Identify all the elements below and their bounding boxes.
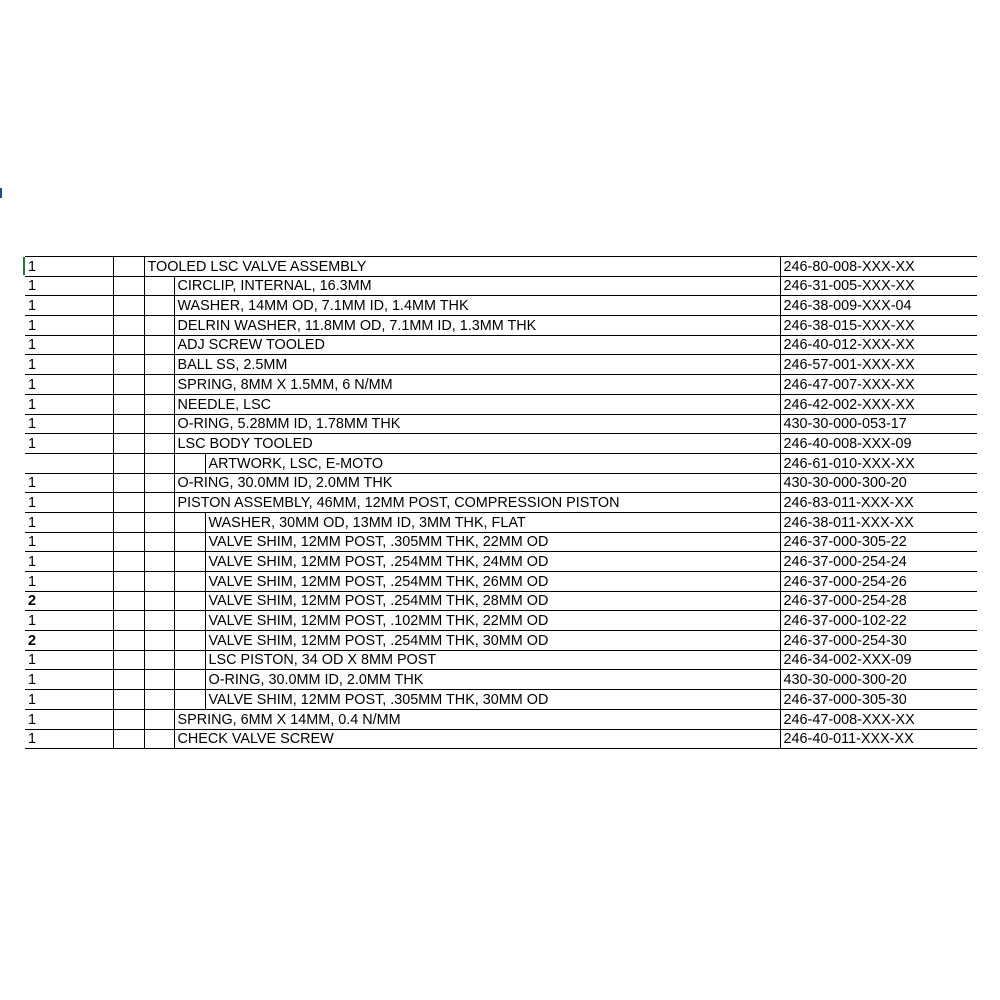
part-number-cell[interactable]: 246-40-008-XXX-09 [780,434,977,454]
description-cell[interactable]: VALVE SHIM, 12MM POST, .254MM THK, 26MM OD [205,572,780,592]
part-number-cell[interactable]: 246-42-002-XXX-XX [780,394,977,414]
level-cell[interactable] [113,650,144,670]
bom-row [25,572,977,592]
description-cell[interactable]: WASHER, 30MM OD, 13MM ID, 3MM THK, FLAT [205,512,780,532]
level-cell[interactable] [174,650,205,670]
bom-row [25,690,977,710]
qty-cell[interactable]: 1 [25,690,113,710]
bom-row [25,493,977,513]
level-cell[interactable] [113,394,144,414]
level-cell[interactable] [174,552,205,572]
level-cell[interactable] [113,257,144,277]
description-cell[interactable]: PISTON ASSEMBLY, 46MM, 12MM POST, COMPRESSION PISTON [174,493,780,513]
part-number-cell[interactable]: 246-38-011-XXX-XX [780,512,977,532]
level-cell[interactable] [174,572,205,592]
part-number-cell[interactable]: 246-83-011-XXX-XX [780,493,977,513]
part-number-cell[interactable]: 430-30-000-053-17 [780,414,977,434]
description-cell[interactable]: ARTWORK, LSC, E-MOTO [205,453,780,473]
qty-cell[interactable]: 1 [25,375,113,395]
level-cell[interactable] [144,512,174,532]
part-number-cell[interactable]: 246-40-011-XXX-XX [780,729,977,749]
qty-cell[interactable]: 1 [25,296,113,316]
qty-cell[interactable]: 1 [25,473,113,493]
level-cell[interactable] [144,355,174,375]
level-cell[interactable] [144,394,174,414]
level-cell[interactable] [113,512,144,532]
part-number-cell[interactable]: 246-37-000-102-22 [780,611,977,631]
qty-cell[interactable]: 1 [25,355,113,375]
qty-cell[interactable]: 1 [25,335,113,355]
level-cell[interactable] [174,591,205,611]
level-cell[interactable] [144,493,174,513]
description-cell[interactable]: VALVE SHIM, 12MM POST, .305MM THK, 30MM OD [205,690,780,710]
bom-row [25,512,977,532]
part-number-cell[interactable]: 246-61-010-XXX-XX [780,453,977,473]
qty-cell[interactable]: 1 [25,512,113,532]
description-cell[interactable]: LSC BODY TOOLED [174,434,780,454]
part-number-cell[interactable]: 246-57-001-XXX-XX [780,355,977,375]
level-cell[interactable] [144,414,174,434]
level-cell[interactable] [174,532,205,552]
level-cell[interactable] [144,611,174,631]
bom-row [25,631,977,651]
bom-row [25,355,977,375]
part-number-cell[interactable]: 246-37-000-254-26 [780,572,977,592]
level-cell[interactable] [144,729,174,749]
bom-row [25,453,977,473]
bom-row [25,375,977,395]
level-cell[interactable] [144,650,174,670]
level-cell[interactable] [113,690,144,710]
level-cell[interactable] [113,532,144,552]
bom-body [25,257,977,749]
level-cell[interactable] [174,453,205,473]
bom-row [25,650,977,670]
bom-row [25,532,977,552]
part-number-cell[interactable]: 246-80-008-XXX-XX [780,257,977,277]
level-cell[interactable] [113,631,144,651]
level-cell[interactable] [113,453,144,473]
description-cell[interactable]: VALVE SHIM, 12MM POST, .305MM THK, 22MM OD [205,532,780,552]
description-cell[interactable]: SPRING, 8MM X 1.5MM, 6 N/MM [174,375,780,395]
level-cell[interactable] [144,631,174,651]
qty-cell[interactable]: 1 [25,316,113,336]
qty-cell[interactable]: 1 [25,257,113,277]
level-cell[interactable] [113,276,144,296]
part-number-cell[interactable]: 246-38-015-XXX-XX [780,316,977,336]
active-cell-indicator [23,257,25,275]
part-number-cell[interactable]: 246-34-002-XXX-09 [780,650,977,670]
description-cell[interactable]: NEEDLE, LSC [174,394,780,414]
description-cell[interactable]: VALVE SHIM, 12MM POST, .254MM THK, 24MM OD [205,552,780,572]
level-cell[interactable] [113,611,144,631]
qty-cell[interactable]: 1 [25,552,113,572]
part-number-cell[interactable]: 246-38-009-XXX-04 [780,296,977,316]
bom-row [25,257,977,277]
level-cell[interactable] [113,572,144,592]
level-cell[interactable] [174,670,205,690]
bom-sheet [25,256,977,749]
bom-row [25,335,977,355]
qty-cell[interactable]: 2 [25,631,113,651]
level-cell[interactable] [144,552,174,572]
qty-cell[interactable]: 2 [25,591,113,611]
qty-cell[interactable]: 1 [25,729,113,749]
level-cell[interactable] [113,591,144,611]
level-cell[interactable] [113,375,144,395]
qty-cell[interactable]: 1 [25,650,113,670]
description-cell[interactable]: LSC PISTON, 34 OD X 8MM POST [205,650,780,670]
part-number-cell[interactable]: 246-47-008-XXX-XX [780,709,977,729]
level-cell[interactable] [174,611,205,631]
qty-cell[interactable]: 1 [25,709,113,729]
level-cell[interactable] [144,709,174,729]
bom-row [25,611,977,631]
description-cell[interactable]: TOOLED LSC VALVE ASSEMBLY [144,257,780,277]
description-cell[interactable]: DELRIN WASHER, 11.8MM OD, 7.1MM ID, 1.3MM THK [174,316,780,336]
qty-cell[interactable]: 1 [25,611,113,631]
bom-row [25,709,977,729]
qty-cell[interactable]: 1 [25,572,113,592]
level-cell[interactable] [113,729,144,749]
level-cell[interactable] [113,473,144,493]
level-cell[interactable] [174,690,205,710]
description-cell[interactable]: O-RING, 5.28MM ID, 1.78MM THK [174,414,780,434]
level-cell[interactable] [144,375,174,395]
part-number-cell[interactable]: 246-47-007-XXX-XX [780,375,977,395]
description-cell[interactable]: SPRING, 6MM X 14MM, 0.4 N/MM [174,709,780,729]
description-cell[interactable]: ADJ SCREW TOOLED [174,335,780,355]
bom-row [25,591,977,611]
level-cell[interactable] [174,512,205,532]
qty-cell[interactable]: 1 [25,434,113,454]
part-number-cell[interactable]: 246-31-005-XXX-XX [780,276,977,296]
description-cell[interactable]: WASHER, 14MM OD, 7.1MM ID, 1.4MM THK [174,296,780,316]
bom-row [25,394,977,414]
level-cell[interactable] [144,296,174,316]
qty-cell[interactable]: 1 [25,493,113,513]
qty-cell[interactable] [25,453,113,473]
description-cell[interactable]: VALVE SHIM, 12MM POST, .254MM THK, 30MM OD [205,631,780,651]
level-cell[interactable] [144,532,174,552]
margin-marker [0,188,2,198]
bom-table [25,256,977,749]
part-number-cell[interactable]: 246-37-000-254-28 [780,591,977,611]
level-cell[interactable] [113,552,144,572]
bom-row [25,316,977,336]
level-cell[interactable] [144,572,174,592]
qty-cell[interactable]: 1 [25,276,113,296]
level-cell[interactable] [144,670,174,690]
bom-row [25,473,977,493]
part-number-cell[interactable]: 246-40-012-XXX-XX [780,335,977,355]
level-cell[interactable] [174,631,205,651]
level-cell[interactable] [113,414,144,434]
description-cell[interactable]: CHECK VALVE SCREW [174,729,780,749]
bom-row [25,414,977,434]
description-cell[interactable]: CIRCLIP, INTERNAL, 16.3MM [174,276,780,296]
level-cell[interactable] [144,591,174,611]
level-cell[interactable] [144,335,174,355]
bom-row [25,670,977,690]
bom-row [25,434,977,454]
description-cell[interactable]: VALVE SHIM, 12MM POST, .254MM THK, 28MM OD [205,591,780,611]
part-number-cell[interactable]: 246-37-000-305-22 [780,532,977,552]
level-cell[interactable] [113,493,144,513]
level-cell[interactable] [113,434,144,454]
level-cell[interactable] [113,709,144,729]
level-cell[interactable] [113,296,144,316]
level-cell[interactable] [144,473,174,493]
part-number-cell[interactable]: 246-37-000-254-30 [780,631,977,651]
qty-cell[interactable]: 1 [25,414,113,434]
part-number-cell[interactable]: 246-37-000-254-24 [780,552,977,572]
description-cell[interactable]: VALVE SHIM, 12MM POST, .102MM THK, 22MM OD [205,611,780,631]
description-cell[interactable]: O-RING, 30.0MM ID, 2.0MM THK [205,670,780,690]
level-cell[interactable] [144,453,174,473]
qty-cell[interactable]: 1 [25,532,113,552]
level-cell[interactable] [113,335,144,355]
description-cell[interactable]: O-RING, 30.0MM ID, 2.0MM THK [174,473,780,493]
qty-cell[interactable]: 1 [25,670,113,690]
description-cell[interactable]: BALL SS, 2.5MM [174,355,780,375]
part-number-cell[interactable]: 246-37-000-305-30 [780,690,977,710]
level-cell[interactable] [113,355,144,375]
level-cell[interactable] [144,434,174,454]
qty-cell[interactable]: 1 [25,394,113,414]
level-cell[interactable] [144,690,174,710]
bom-row [25,276,977,296]
part-number-cell[interactable]: 430-30-000-300-20 [780,473,977,493]
bom-row [25,552,977,572]
level-cell[interactable] [113,316,144,336]
level-cell[interactable] [144,276,174,296]
level-cell[interactable] [113,670,144,690]
bom-row [25,296,977,316]
part-number-cell[interactable]: 430-30-000-300-20 [780,670,977,690]
bom-row [25,729,977,749]
level-cell[interactable] [144,316,174,336]
